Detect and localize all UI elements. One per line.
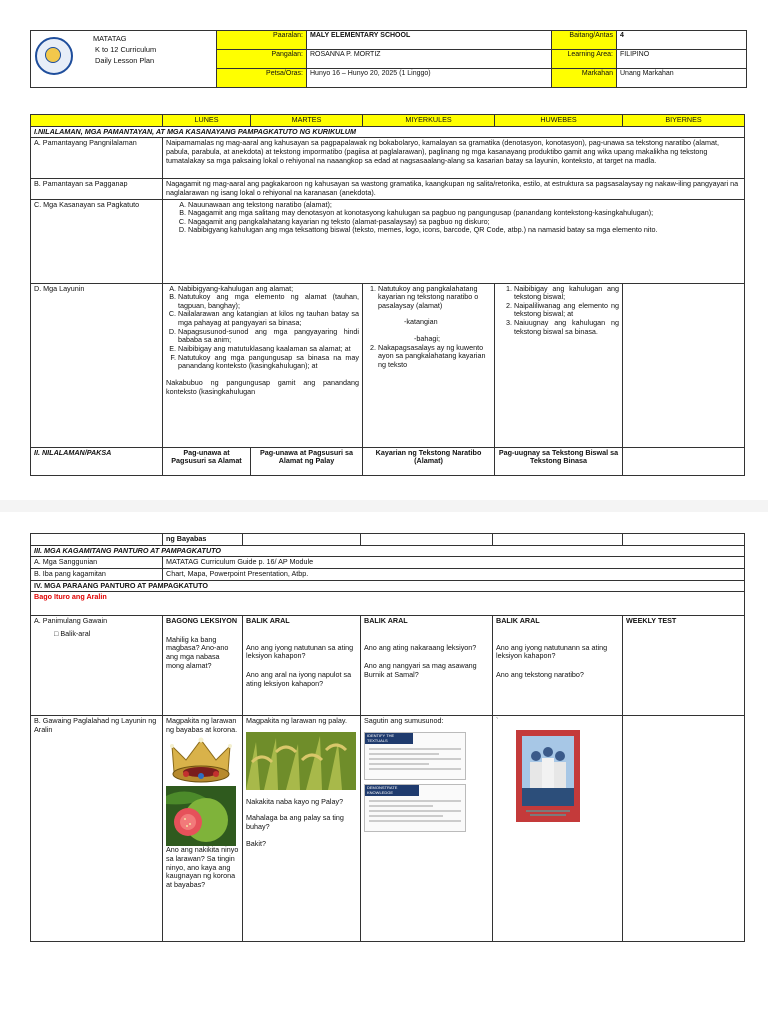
paglalahad-miyerkules <box>361 716 493 942</box>
org-line-2: K to 12 Curriculum <box>95 45 157 55</box>
panimulang-label: A. Panimulang Gawain <box>34 616 108 626</box>
pamantayang-text: Naipamamalas ng mag-aaral ang kahusayan sa pagpapalawak ng bokabolaryo, kamalayan sa gramatika (denotasyon, konotasyon), pag-unawa sa tekstong naratibo (alamat, pabula, parabula, at anekdota) at tekstong impormatibo (pagiisa at paglalarawan), paglinang ng mga kasanayang produktibo gamit ang wika upang makalikha ng tekstong tumatalakay sa mga paksaing lokal o rehiyonal na naaangkop sa edad at nagsasaalang-alang sa kasarian batay sa layunin, konteksto, at target na madla. <box>163 138 745 179</box>
paglalahad-martes-3: Mahalaga ba ang palay sa ting buhay? <box>246 813 344 832</box>
worksheet-thumb-2-title: DEMONSTRATE KNOWLEDGE <box>365 785 419 797</box>
pagganap-label: B. Pamantayan sa Pagganap <box>31 179 163 199</box>
layunin-extra: Nakabubuo ng pangungusap gamit ang panandang konteksto (kasingkahulugan <box>166 377 359 396</box>
layunin-item: E. Naibibigay ang matutuklasang kaalaman sa alamat; at <box>178 345 359 354</box>
kasanayan-item: D. Nabibigyang kahulugan ang mga teksattong biswal (teksto, memes, logo, icons, barcode, QR Code, atbp.) na namasid batay sa mga elemento nito. <box>188 226 741 235</box>
paaralan-label: Paaralan: <box>217 31 307 50</box>
panimulang-huwebes-head: BALIK ARAL <box>496 616 540 626</box>
paglalahad-martes-1: Magpakita ng larawan ng palay. <box>246 716 347 726</box>
deped-seal-icon <box>35 37 73 75</box>
panimulang-huwebes-1: Ano ang iyong natutunann sa ating leksiyon kahapon? <box>496 642 608 661</box>
worksheet-thumb-2 <box>364 784 466 832</box>
layunin-biyernes <box>623 283 745 447</box>
layunin-item: F. Natutukoy ang mga pangungusap sa binasa na may panandang konteksto (kasingkahulugan); at <box>178 354 359 371</box>
paksa-martes: Pag-unawa at Pagsusuri sa Alamat ng Palay <box>251 447 363 475</box>
baitang-label: Baitang/Antas <box>552 31 617 50</box>
kagamitan-label: B. Iba pang kagamitan <box>31 568 163 580</box>
day-header-miyerkules: MIYERKULES <box>363 115 495 127</box>
pagganap-text: Nagagamit ng mag-aaral ang pagkakaroon ng kahusayan sa wastong gramatika, kaangkupan ng salita/retorika, estilo, at estruktura sa pagsasalaysay ng nakaw-iling pangyayari na naglalarawan ng isang lokal o rehiyonal na karanasan (anekdota). <box>163 179 745 199</box>
crown-image <box>166 734 236 786</box>
pangalan-label: Pangalan: <box>217 50 307 69</box>
paksa-biyernes <box>623 447 745 475</box>
layunin-lunes-martes <box>163 283 363 447</box>
paksa-huwebes: Pag-uugnay sa Tekstong Biswal sa Tekstong Binasa <box>495 447 623 475</box>
panimulang-martes-1: Ano ang iyong natutunan sa ating leksiyon kahapon? <box>246 642 354 661</box>
kasanayan-cell <box>163 199 745 283</box>
guava-image <box>166 786 236 846</box>
markahan-value: Unang Markahan <box>617 69 747 88</box>
section-1-title: I.NILALAMAN, MGA PAMANTAYAN, AT MGA KASANAYANG PAMPAGKATUTO NG KURIKULUM <box>31 126 745 138</box>
paksa-lunes-cont: ng Bayabas <box>163 534 243 546</box>
layunin-wed-1: Natutukoy ang pangkalahatang kayarian ng tekstong naratibo o pasalaysay (alamat) <box>378 283 479 310</box>
cont-blank <box>623 534 745 546</box>
panimulang-biyernes <box>623 616 745 716</box>
panimulang-gawain-cell <box>31 616 163 716</box>
panimulang-miyerkules <box>361 616 493 716</box>
markahan-label: Markahan <box>552 69 617 88</box>
panimulang-miyerkules-2: Ano ang nangyari sa mag asawang Burnik at Samal? <box>364 661 477 680</box>
panimulang-martes-head: BALIK ARAL <box>246 616 290 626</box>
paglalahad-huwebes <box>493 716 623 942</box>
panimulang-miyerkules-head: BALIK ARAL <box>364 616 408 626</box>
pamantayang-label: A. Pamantayang Pangnilalaman <box>31 138 163 179</box>
layunin-item: C. Nailalarawan ang katangian at kilos ng tauhan batay sa mga pahayag at pangyayari sa binasa; <box>178 310 359 327</box>
cont-blank <box>243 534 361 546</box>
cont-blank <box>493 534 623 546</box>
kasanayan-label: C. Mga Kasanayan sa Pagkatuto <box>31 199 163 283</box>
section-4-title: IV. MGA PARAANG PANTURO AT PAMPAGKATUTO <box>31 580 745 592</box>
pangalan-value: ROSANNA P. MORTIZ <box>307 50 552 69</box>
bago-ituro-label: Bago Ituro ang Aralin <box>34 592 107 602</box>
paglalahad-label: B. Gawaing Paglalahad ng Layunin ng Aralin <box>31 716 163 942</box>
layunin-label: D. Mga Layunin <box>31 283 163 447</box>
paglalahad-lunes-2: Ano ang nakikita ninyo sa larawan? Sa tingin ninyo, ano kaya ang kaugnayan ng korona at bayabas? <box>166 845 239 890</box>
rice-palay-image <box>246 732 356 790</box>
sanggunian-text: MATATAG Curriculum Guide p. 16/ AP Module <box>163 557 745 569</box>
panimulang-lunes <box>163 616 243 716</box>
kagamitan-text: Chart, Mapa, Powerpoint Presentation, Atbp. <box>163 568 745 580</box>
learning-area-value: FILIPINO <box>617 50 747 69</box>
kasanayan-item: A. Nauunawaan ang tekstong naratibo (alamat); <box>188 201 741 210</box>
layunin-thu-item: 2. Naipaliliwanag ang elemento ng tekstong biswal; at <box>514 302 619 319</box>
paglalahad-martes <box>243 716 361 942</box>
learning-area-label: Learning Area: <box>552 50 617 69</box>
layunin-huwebes <box>495 283 623 447</box>
day-header-blank <box>31 115 163 127</box>
section-2-title: II. NILALAMAN/PAKSA <box>31 447 163 475</box>
worksheet-thumb-1 <box>364 732 466 780</box>
layunin-thu-item: 1. Naibibigay ang kahulugan ang tekstong biswal; <box>514 285 619 302</box>
panimulang-lunes-head: BAGONG LEKSIYON <box>166 616 238 626</box>
bago-ituro-cell <box>31 592 745 616</box>
paglalahad-miyerkules-1: Sagutin ang sumusunod: <box>364 716 444 726</box>
layunin-item: D. Napagsusunod-sunod ang mga pangyayaring hindi bababa sa anim; <box>178 328 359 345</box>
layunin-thu-item: 3. Naiuugnay ang kahulugan ng tekstong biswal sa binasa. <box>514 319 619 336</box>
worksheet-thumb-1-title: IDENTIFY THE TEXTUALS <box>365 733 413 745</box>
layunin-wed-1a: -katangian <box>404 317 438 327</box>
header-logo-cell <box>31 31 217 88</box>
day-header-martes: MARTES <box>251 115 363 127</box>
poster-image <box>516 730 580 822</box>
paglalahad-lunes <box>163 716 243 942</box>
layunin-item: A. Nabibigyang-kahulugan ang alamat; <box>178 285 359 294</box>
paglalahad-martes-4: Bakit? <box>246 838 266 848</box>
paksa-miyerkules: Kayarian ng Tekstong Naratibo (Alamat) <box>363 447 495 475</box>
panimulang-lunes-text: Mahilig ka bang magbasa? Ano-ano ang mga nabasa mong alamat? <box>166 634 229 670</box>
layunin-wed-2: 2. Nakapagsasalays ay ng kuwento ayon sa pangkalahatang kayarian ng teksto <box>378 344 491 370</box>
org-line-1: MATATAG <box>93 34 127 43</box>
paaralan-value: MALY ELEMENTARY SCHOOL <box>307 31 552 50</box>
paglalahad-martes-2: Nakakita naba kayo ng Palay? <box>246 796 344 806</box>
panimulang-biyernes-head: WEEKLY TEST <box>626 616 677 626</box>
sanggunian-label: A. Mga Sanggunian <box>31 557 163 569</box>
cont-blank <box>31 534 163 546</box>
page-1 <box>0 0 768 500</box>
header-table <box>30 30 747 88</box>
paglalahad-huwebes-tick: ` <box>496 716 499 726</box>
panimulang-martes <box>243 616 361 716</box>
section-3-title: III. MGA KAGAMITANG PANTURO AT PAMPAGKATUTO <box>31 545 745 557</box>
petsa-label: Petsa/Oras: <box>217 69 307 88</box>
kasanayan-item: C. Nagagamit ang pangkalahatang kayarian ng teksto (alamat-pasalaysay) sa pagbuo ng diskuro; <box>188 218 741 227</box>
kasanayan-item: B. Nagagamit ang mga salitang may denotasyon at konotasyong kahulugan sa pagbuo ng pangungusap (panandang kontekstong-kasingkahulugan); <box>188 209 741 218</box>
layunin-item: B. Natutukoy ang mga elemento ng alamat (tauhan, tagpuan, banghay); <box>178 293 359 310</box>
baitang-value: 4 <box>617 31 747 50</box>
paglalahad-lunes-1: Magpakita ng larawan ng bayabas at korona. <box>166 716 238 734</box>
paglalahad-biyernes <box>623 716 745 942</box>
panimulang-huwebes <box>493 616 623 716</box>
layunin-miyerkules <box>363 283 495 447</box>
lesson-table-cont <box>30 533 745 942</box>
balik-aral-sub: □ Balik-aral <box>54 628 91 638</box>
layunin-wed-1b: -bahagi; <box>414 334 440 344</box>
panimulang-huwebes-2: Ano ang tekstong naratibo? <box>496 670 584 680</box>
page-2 <box>0 512 768 1024</box>
panimulang-martes-2: Ano ang aral na iyong napulot sa ating leksiyon kahapon? <box>246 670 352 688</box>
panimulang-miyerkules-1: Ano ang ating nakaraang leksiyon? <box>364 642 477 652</box>
org-line-3: Daily Lesson Plan <box>95 56 155 66</box>
day-header-lunes: LUNES <box>163 115 251 127</box>
petsa-value: Hunyo 16 – Hunyo 20, 2025 (1 Linggo) <box>307 69 552 88</box>
day-header-biyernes: BIYERNES <box>623 115 745 127</box>
cont-blank <box>361 534 493 546</box>
day-header-huwebes: HUWEBES <box>495 115 623 127</box>
lesson-table <box>30 114 745 476</box>
paksa-lunes: Pag-unawa at Pagsusuri sa Alamat <box>163 447 251 475</box>
